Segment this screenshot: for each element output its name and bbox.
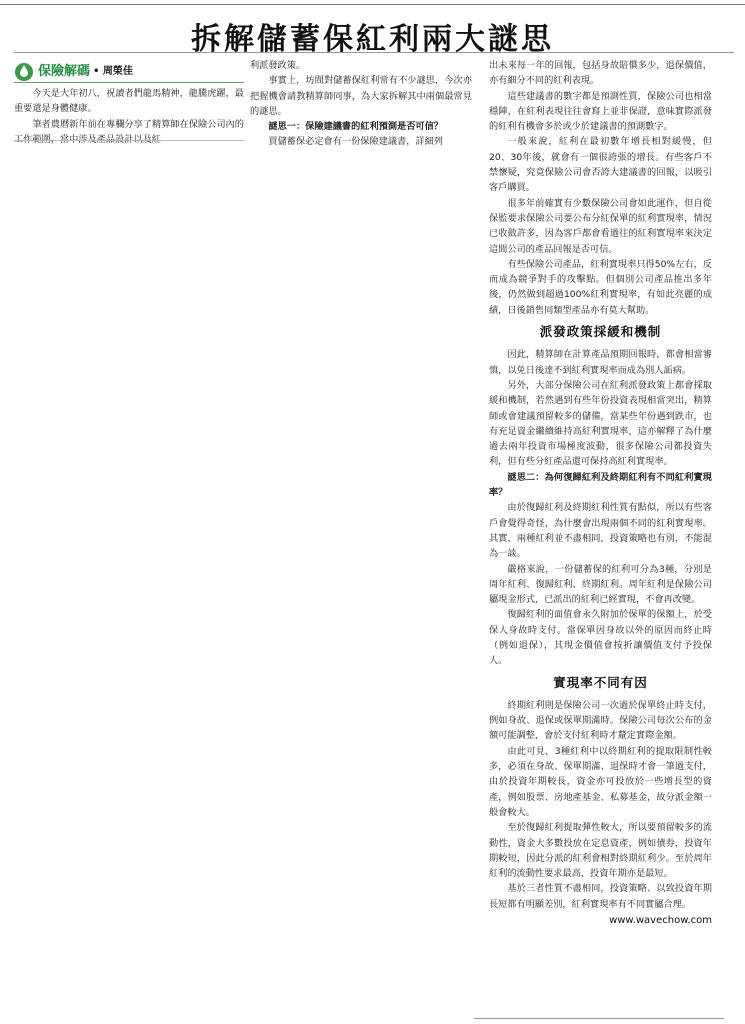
- paragraph: 一般來說，紅利在最初數年增長相對緩慢，但20、30年後，就會有一個很誇張的增長。有些客戶不禁懷疑，究竟保險公司會否誇大建議書的回報，以吸引客戶購買。: [489, 136, 712, 194]
- paragraph: 嚴格來說，一份儲蓄保的紅利可分為3種，分別是周年紅利、復歸紅利、終期紅利。周年紅利是保險公司屬現金形式，已派出的紅利已經實現，不會再改變。: [489, 563, 712, 606]
- paragraph: 另外，大部分保險公司在紅利派發政策上都會採取緩和機制，若然遇到有些年份投資表現相當突出，精算師或會建議預留較多的儲備，當某些年份遇到跌市，也有充足資金繼續維持高紅利實現率，這亦解釋了為什麼過去兩年投資市場極度波動，很多保險公司都投資失利，但有些分紅產品還可保持高紅利實現率。: [489, 379, 712, 468]
- author-byline: • 周榮佳: [93, 66, 133, 78]
- paragraph: 利派發政策。: [250, 60, 306, 71]
- myth-two-heading: 謎思二：為何復歸紅利及終期紅利有不同紅利實現率？: [489, 471, 712, 499]
- paragraph: 出未來每一年的回報，包括身故賠償多少，退保價值，亦有細分不同的紅利表現。: [489, 60, 712, 87]
- paragraph: 事實上，坊間對儲蓄保紅利常有不少謎思，今次亦把握機會請教精算師同事，為大家拆解其中兩個最常見的謎思。: [250, 75, 472, 117]
- subheading-realization-rate: 實現率不同有因: [553, 674, 648, 690]
- paragraph: 至於復歸紅利提取彈性較大，所以要預留較多的流動性，資金大多數投放在定息資產，例如債券，投資年期較短，因此分派的紅利會相對終期紅利少。至於周年紅利的流動性要求最高，投資年期亦是最短。: [489, 822, 712, 880]
- paragraph: 由於復歸紅利及終期紅利性質有點似，所以有些客戶會覺得奇怪，為什麼會出現兩個不同的紅利實現率。其實，兩種紅利並不盡相同，投資策略也有別，不能混為一談。: [489, 502, 712, 560]
- top-border: [0, 4, 745, 5]
- paragraph: 這些建議書的數字都是預測性質，保險公司也相當穩陣，在紅利表現往往會寫上並非保證，意味實際派發的紅利有機會多於或少於建議書的預測數字。: [489, 90, 712, 133]
- paragraph: 今天是大年初八，祝讀者們龍馬精神，龍騰虎躍，最重要還是身體健康。: [14, 88, 244, 115]
- column-header: [14, 62, 244, 82]
- article-column-2: [250, 58, 472, 150]
- paragraph: 有些保險公司產品，紅利實現率只得50%左右，反而成為競爭對手的攻擊點。但個別公司產品推出多年後，仍然做到超過100%紅利實現率，有如此亮麗的成績，日後銷售同類型產品亦有莫大幫助。: [489, 258, 712, 316]
- paragraph: 基於三者性質不盡相同，投資策略、以致投資年期長短都有明顯差別，紅利實現率有不同實屬合理。: [489, 883, 712, 910]
- paragraph: 由此可見，3種紅利中以終期紅利的提取限制性較多，必須在身故、保單期滿、退保時才會一筆過支付，由於投資年期較長，資金亦可投放於一些增長型的資產，例如股票、房地產基金、私募基金，故分派金額一般會較大。: [489, 745, 712, 818]
- column-name: 保險解碼: [38, 64, 91, 80]
- paragraph: 因此，精算師在計算產品預期回報時，都會相當審慎，以免日後達不到紅利實現率而成為別人詬病。: [489, 349, 712, 376]
- bottom-rule: [474, 1018, 724, 1019]
- article-title: 拆解儲蓄保紅利兩大謎思: [191, 22, 554, 57]
- website-link[interactable]: www.wavechow.com: [609, 915, 712, 927]
- column-logo-icon: [14, 62, 34, 82]
- article-column-3: [489, 58, 712, 928]
- paragraph: 終期紅利則是保險公司一次過於保單終止時支付，例如身故、退保或保單期滿時。保險公司每次公布的金額可能調整，會於支付紅利時才釐定實際金額。: [489, 699, 712, 742]
- subheading-payout-policy: 派發政策採緩和機制: [539, 324, 662, 340]
- paragraph: 筆者農曆新年前在專欄分享了精算師在保險公司內的: [32, 118, 244, 130]
- column-1-divider: [14, 140, 244, 141]
- paragraph: 買儲蓄保必定會有一份保險建議書，詳細列: [268, 136, 443, 148]
- paragraph: 很多年前確實有少數保險公司會如此運作，但自從保監要求保險公司要公布分紅保單的紅利實現率，情況已收斂許多，因為客戶都會看過往的紅利實現率來決定這間公司的產品回報是否可信。: [489, 197, 712, 255]
- paragraph: 復歸紅利的面值會永久附加於保單的保額上，於受保人身故時支付。當保單因身故以外的原因而終止時（例如退保），其現金價值會按折讓價值支付予投保人。: [489, 609, 712, 667]
- column-header-rule: [14, 82, 244, 83]
- article-column-1: [14, 62, 244, 147]
- myth-one-heading: 謎思一：保險建議書的紅利預測是否可信？: [268, 121, 443, 133]
